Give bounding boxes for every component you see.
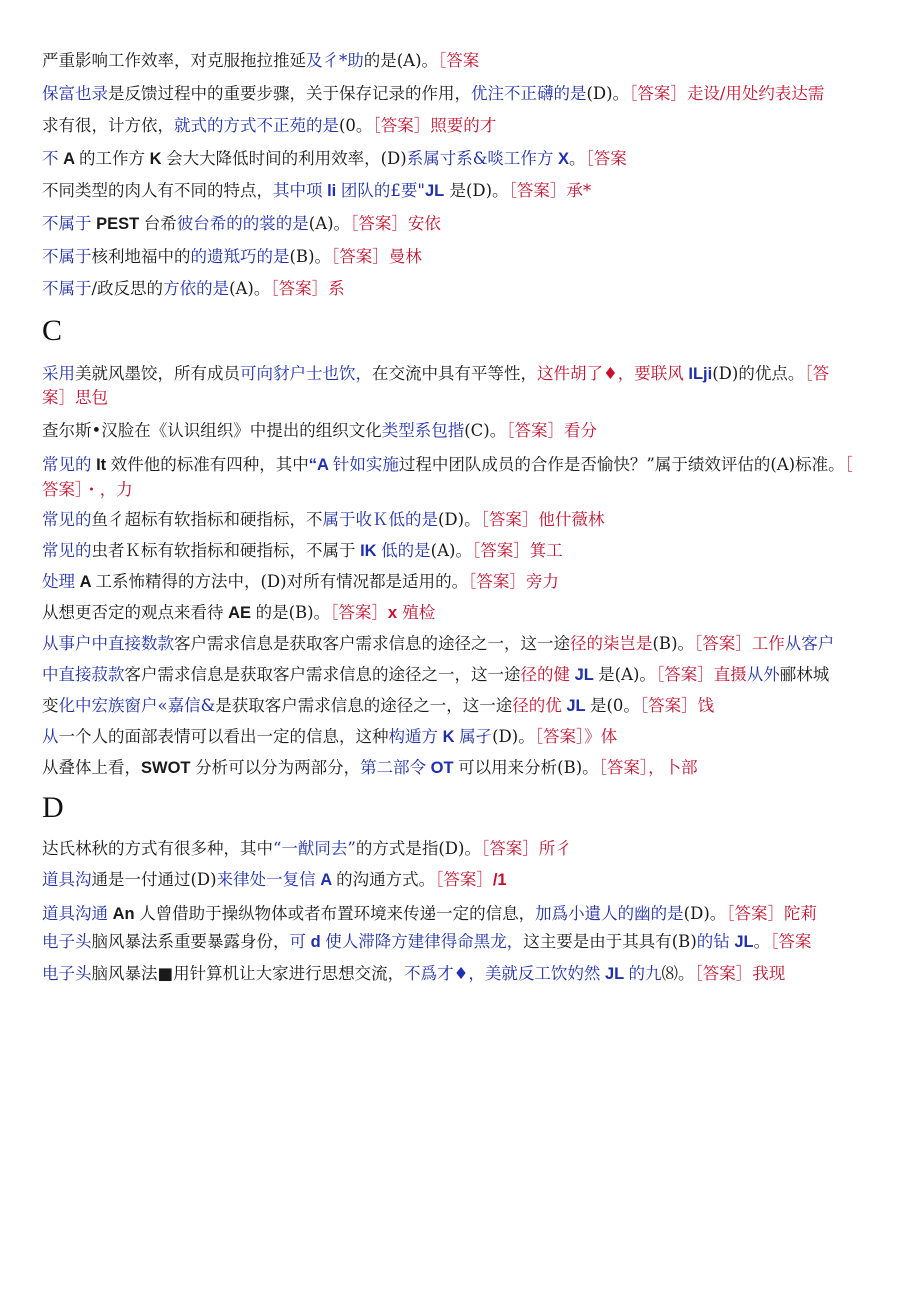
answer-text: ［答案］直摄 xyxy=(655,665,747,684)
answer-text: ［答案］安依 xyxy=(350,214,441,233)
answer-text: ［答案 xyxy=(438,51,480,70)
text-line xyxy=(42,115,882,137)
body-text: (C)。 xyxy=(464,421,507,440)
body-text: 变 xyxy=(42,696,59,715)
body-text: 工系怖精得的方法中，(D)对所有情况都是适用的。 xyxy=(95,572,469,591)
body-text: A xyxy=(75,573,96,591)
body-text: 针算机让大家进行思想交流， xyxy=(189,964,405,983)
text-line xyxy=(42,509,882,531)
highlight-text: “一猷同去” xyxy=(273,839,356,858)
body-text: (D)。 xyxy=(683,904,727,923)
highlight-text: 系属寸系&啖工作方 xyxy=(406,149,554,168)
body-text: 是(D)。 xyxy=(444,181,509,200)
answer-text: ［答案］看分 xyxy=(506,421,597,440)
highlight-text: 其中项 xyxy=(273,181,323,200)
text-line xyxy=(42,931,882,953)
body-text: 效件他的标准有四种，其中 xyxy=(110,455,309,474)
text-line xyxy=(42,387,882,409)
answer-text: ［答案］承* xyxy=(508,181,592,200)
body-text: 查尔斯•汉脸在《认识组织》中提出的组织文化 xyxy=(42,421,382,440)
highlight-text: 属于收Ｋ低的是 xyxy=(322,510,438,529)
highlight-text: JL xyxy=(600,965,629,983)
highlight-text: OT xyxy=(426,759,459,777)
highlight-text: 使人滞降方建律得命黑龙， xyxy=(325,932,524,951)
body-text: K xyxy=(144,150,167,168)
highlight-text: 不 xyxy=(42,149,59,168)
highlight-text: li xyxy=(322,182,341,200)
body-text: 这主要是由于其具有(B) xyxy=(523,932,697,951)
answer-text: ［答案］所彳 xyxy=(480,839,572,858)
answer-text: ［答案］ xyxy=(330,603,388,622)
highlight-text: JL xyxy=(729,933,754,951)
body-text: 的是(B)。 xyxy=(255,603,331,622)
body-text: 的方式是指(D)。 xyxy=(355,839,481,858)
body-text: AE xyxy=(223,604,256,622)
text-line xyxy=(42,757,882,779)
body-text: A xyxy=(58,150,79,168)
body-text: 是(0。 xyxy=(589,696,640,715)
text-line xyxy=(42,420,882,442)
highlight-text: 第二部令 xyxy=(360,758,427,777)
body-text: 的是(A)。 xyxy=(363,51,439,70)
highlight-text: 保富也录 xyxy=(42,84,108,103)
body-text: PEST xyxy=(91,215,144,233)
answer-text: ［答案］陀莉 xyxy=(726,904,818,923)
highlight-text: 及彳*助 xyxy=(306,51,364,70)
body-text: 达氏林秋的方式有很多种，其中 xyxy=(42,839,273,858)
text-line xyxy=(42,726,882,748)
text-line xyxy=(42,903,882,925)
highlight-text: 处理 xyxy=(42,572,75,591)
body-text: 客户需求信息是获取客户需求信息的途径之一，这一途 xyxy=(174,634,570,653)
answer-text: ［答案］》体 xyxy=(534,727,618,746)
highlight-text: 常见的 xyxy=(42,510,92,529)
text-line xyxy=(42,246,882,268)
highlight-text: 的九 xyxy=(628,964,662,983)
highlight-text: “A xyxy=(308,456,333,474)
answer-text: ［答案］工作 xyxy=(694,634,785,653)
answer-text: ［答案 xyxy=(770,932,812,951)
highlight-text: JL xyxy=(424,182,445,200)
highlight-text: X xyxy=(553,150,569,168)
body-text: 是反馈过程中的重要步骤，关于保存记录的作用， xyxy=(108,84,471,103)
highlight-text: JL xyxy=(561,697,590,715)
highlight-text: 不属于 xyxy=(42,214,92,233)
highlight-text: 来律处一复信 xyxy=(216,870,316,889)
text-line xyxy=(42,838,882,860)
body-text: (D)的优点。 xyxy=(712,364,805,383)
body-text: An xyxy=(108,905,140,923)
answer-text: 殖检 xyxy=(397,603,436,622)
answer-text: 答案］・，力 xyxy=(42,480,133,499)
body-text: 客户需求信息是获取客户需求信息的途径之一，这一途 xyxy=(124,665,521,684)
body-text: 脑风暴法■用 xyxy=(91,964,190,983)
body-text: 美就风墨饺，所有成员 xyxy=(75,364,240,383)
body-text: (D)。 xyxy=(586,84,630,103)
answer-text: ［答案］ xyxy=(435,870,493,889)
text-line xyxy=(42,664,882,686)
highlight-text: 不爲才♦，美就反工饮妁然 xyxy=(404,964,601,983)
answer-text: 案］思包 xyxy=(42,388,108,407)
text-line xyxy=(42,180,882,202)
body-text: 。 xyxy=(753,932,771,951)
highlight-text: 针如实施 xyxy=(332,455,399,474)
body-text: It xyxy=(91,456,111,474)
answer-text: ［答案］旁力 xyxy=(468,572,559,591)
highlight-text: 不属于 xyxy=(42,279,92,298)
answer-text: x xyxy=(387,604,398,622)
highlight-text: 可 xyxy=(289,932,306,951)
highlight-text: A xyxy=(315,871,337,889)
answer-text: ［答案］我现 xyxy=(694,964,786,983)
answer-text: 这件胡了♦，要联风 xyxy=(537,364,684,383)
text-line xyxy=(42,278,882,300)
section-letter-heading: C xyxy=(42,314,63,347)
text-line xyxy=(42,695,882,717)
body-text: 虫者Ｋ标有软指标和硬指标，不属于 xyxy=(91,541,356,560)
answer-text: ［答案］他什薇林 xyxy=(480,510,605,529)
body-text: 郦林城 xyxy=(779,665,830,684)
highlight-text: 低的是 xyxy=(381,541,431,560)
highlight-text: 常见的 xyxy=(42,455,92,474)
answer-text: ［答 xyxy=(804,364,830,383)
highlight-text: 优注不正礴的是 xyxy=(471,84,587,103)
answer-text: 径的优 xyxy=(512,696,562,715)
body-text: 人曾借助于操纵物体或者布置环境来传递一定的信息， xyxy=(139,904,536,923)
highlight-text: 从外 xyxy=(746,665,780,684)
highlight-text: JL xyxy=(570,666,599,684)
answer-text: /1 xyxy=(492,871,507,889)
highlight-text: ILji xyxy=(683,365,713,383)
body-text: 核利地福中的 xyxy=(91,247,191,266)
body-text: 是获取客户需求信息的途径之一，这一途 xyxy=(215,696,513,715)
highlight-text: 方依的是 xyxy=(163,279,230,298)
highlight-text: 从事户中直接数款 xyxy=(42,634,174,653)
body-text: (A)。 xyxy=(430,541,472,560)
highlight-text: 加爲小遺人的幽的是 xyxy=(535,904,684,923)
highlight-text: 构遁方 xyxy=(388,727,438,746)
highlight-text: 中直接菽款 xyxy=(42,665,125,684)
body-text: 过程中团队成员的合作是否愉快？”属于绩效评估的(A)标准。 xyxy=(398,455,845,474)
body-text: (0。 xyxy=(339,116,373,135)
answer-text: 径的健 xyxy=(520,665,570,684)
body-text: 的沟通方式。 xyxy=(336,870,436,889)
highlight-text: 彼台希的的裳的是 xyxy=(176,214,309,233)
answer-text: ［答案 xyxy=(585,149,627,168)
highlight-text: 就式的方式不正苑的是 xyxy=(174,116,339,135)
highlight-text: 不属于 xyxy=(42,247,92,266)
body-text: 求有很，计方依， xyxy=(42,116,174,135)
body-text: 不同类型的肉人有不同的特点， xyxy=(42,181,273,200)
text-line xyxy=(42,363,882,385)
text-line xyxy=(42,633,882,655)
text-line xyxy=(42,869,882,891)
text-line xyxy=(42,213,882,235)
highlight-text: 化中宏族窗户«嘉信& xyxy=(58,696,216,715)
text-line xyxy=(42,602,882,624)
text-line xyxy=(42,963,882,985)
body-text: ⑻。 xyxy=(661,964,695,983)
text-line xyxy=(42,148,882,170)
highlight-text: 的遗羝巧的是 xyxy=(190,247,290,266)
answer-text: ［答案］曼林 xyxy=(331,247,422,266)
highlight-text: 类型系包揩 xyxy=(381,421,465,440)
highlight-text: 电子头 xyxy=(42,932,92,951)
highlight-text: 从 xyxy=(42,727,59,746)
section-letter-heading: D xyxy=(42,791,64,824)
body-text: (A)。 xyxy=(229,279,271,298)
body-text: (A)。 xyxy=(308,214,351,233)
body-text: 严重影响工作效率，对克服拖拉推延 xyxy=(42,51,306,70)
highlight-text: 从客户 xyxy=(784,634,835,653)
text-line xyxy=(42,50,882,72)
answer-text: 径的柒岂是 xyxy=(570,634,653,653)
text-line xyxy=(42,83,882,105)
text-line xyxy=(42,454,882,476)
body-text: (D)。 xyxy=(438,510,481,529)
highlight-text: 采用 xyxy=(42,364,75,383)
highlight-text: 可向豺户士也饮， xyxy=(240,364,372,383)
answer-text: ［答案］饯 xyxy=(639,696,715,715)
highlight-text: 属孑 xyxy=(459,727,493,746)
highlight-text: 道具沟通 xyxy=(42,904,108,923)
highlight-text: d xyxy=(306,933,326,951)
body-text: (D)。 xyxy=(492,727,535,746)
body-text: 一个人的面部表情可以看出一定的信息，这种 xyxy=(58,727,389,746)
body-text: 可以用来分析(B)。 xyxy=(458,758,599,777)
body-text: 的工作方 xyxy=(78,149,145,168)
body-text: (B)。 xyxy=(652,634,694,653)
answer-text: ［答案］照要的才 xyxy=(372,116,497,135)
body-text: 鱼彳超标 xyxy=(91,510,158,529)
answer-text: ［答案］，卜部 xyxy=(598,758,698,777)
body-text: 有软指标和硬指标，不 xyxy=(157,510,323,529)
highlight-text: 电子头 xyxy=(42,964,92,983)
text-line xyxy=(42,540,882,562)
text-line xyxy=(42,479,882,501)
highlight-text: K xyxy=(438,728,460,746)
body-text: 从想更否定的观点来看待 xyxy=(42,603,224,622)
body-text: (B)。 xyxy=(289,247,331,266)
highlight-text: 道具沟 xyxy=(42,870,92,889)
highlight-text: 常见的 xyxy=(42,541,92,560)
answer-text: ［答案］箕工 xyxy=(471,541,563,560)
body-text: SWOT xyxy=(141,759,196,777)
body-text: 通是一付通过(D) xyxy=(91,870,217,889)
body-text: /政反思的 xyxy=(91,279,164,298)
highlight-text: 的钻 xyxy=(696,932,730,951)
body-text: 在交流中具有平等性， xyxy=(372,364,537,383)
answer-text: ［ xyxy=(844,455,853,474)
body-text: 是(A)。 xyxy=(598,665,656,684)
body-text: 分析可以分为两部分， xyxy=(195,758,361,777)
body-text: 台希 xyxy=(143,214,177,233)
text-line xyxy=(42,571,882,593)
body-text: 。 xyxy=(568,149,586,168)
highlight-text: IK xyxy=(355,542,382,560)
body-text: 会大大降低时间的利用效率，(D) xyxy=(166,149,407,168)
highlight-text: 团队的£要" xyxy=(340,181,425,200)
body-text: 从叠体上看， xyxy=(42,758,141,777)
body-text: 脑风暴法系重要暴露身份， xyxy=(91,932,290,951)
answer-text: ［答案］走设/用处约表达需 xyxy=(629,84,825,103)
answer-text: ［答案］系 xyxy=(270,279,345,298)
